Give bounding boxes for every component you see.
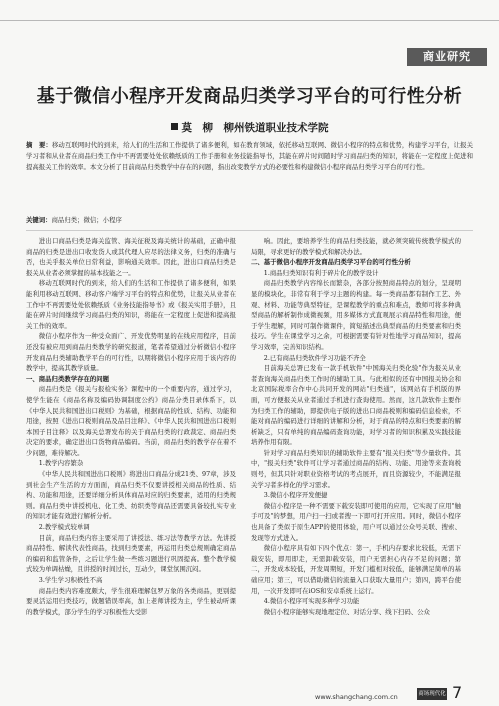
paragraph: 商品归类内容难度颇大，学生很难理解包罗万象的各类商品，更别提要灵活运用归类技巧，做题错误率高，加上老师讲授为主，学生被动听课的教学模式，部分学生的学习积极性大受影 xyxy=(26,586,236,616)
paragraph: 响。因此，要培养学生的商品归类技能，就必须突破传统教学模式的局限，寻求更好的教学模式和解决办法。 xyxy=(251,237,461,256)
paragraph: 目前，商品归类内容主要采用了讲授法、练习法等教学方法。先讲授商品特性、解读代表性商品，找到归类要素，再运用归类总规则确定商品的编码和监管条件，之后让学生做一些练习题进行巩固提高。整个教学模式较为单调枯燥，且讲授的时间过长，互动少，课堂氛围沉闷。 xyxy=(26,533,236,574)
left-column xyxy=(26,236,236,676)
keywords xyxy=(26,215,473,225)
abstract-label: 摘 要： xyxy=(26,141,52,149)
paragraph: 目前海关总署已发布一款手机软件"中国海关归类化验"作为报关从业者查询海关商品归类工作时的辅助工具。与此相似的还有中国报关协会和北京国际税率合作中心共同开发的网站"归类通"，该网站有手机版的界面，可方便报关从业者通过手机进行查询使用。然而，这几款软件主要作为归类工作的辅助，即提供电子版的进出口商品税则和编码信息检索，不能对商品的编码进行详细的讲解和分析，对于商品的特点和归类要素的解析缺乏，只有单纯的商品编码查询功能，对学习者的知识积累及实践技能培养作用有限。 xyxy=(251,364,461,447)
section-tag: 商业研究 xyxy=(407,48,487,66)
section-heading: 二、基于微信小程序开发商品归类学习平台的可行性分析 xyxy=(251,258,411,267)
footer-url: www.shangchang.com.cn xyxy=(315,693,398,701)
abstract-text: 移动互联网时代的到来，给人们的生活和工作提供了诸多便利，如在教育领域，依托移动互联网、微信小程序的特点和优势，构建学习平台，让报关学习者和从业者在商品归类工作中不再需要处处依赖纸质的工作手册和业务技能指导书，其能在碎片时间随时学习商品归类的知识，将能在一定程度上促进和提高报关工作的效率。本文分析了目前商品归类教学中存在的问题，指出改变教学方式的必要性和构建微信小程序商品归类学习平台的可行性。 xyxy=(26,141,474,171)
paragraph: 3.学生学习积极性不高 xyxy=(38,576,103,584)
abstract-divider xyxy=(26,230,473,231)
right-column xyxy=(251,236,461,676)
article-title: 基于微信小程序开发商品归类学习平台的可行性分析 xyxy=(36,86,463,107)
paragraph: 进出口商品归类是海关监管、海关征税及海关统计的基础，正确申报商品的归类是进出口收发货人或其代理人应尽的法律义务，归类的准确与否，也关乎报关单位日常利益，影响通关效率。因此，进出口商品归类是报关从业者必须掌握的基本技能之一。 xyxy=(26,237,236,277)
paragraph: 《中华人民共和国进出口税则》将进出口商品分成21类、97章，涉及到社会生产生活的方方面面，商品归类不仅要讲授相关商品的性质、结构、功能和用途，还要详细分析具体商品对应的归类要素，适用的归类规则。商品归类中讲授机电、化工类、纺织类等商品还需要具备较扎实专业的知识才能有效进行解析分析。 xyxy=(26,470,236,521)
paragraph: 微信小程序是一种不需要下载安装即可使用的应用，它实现了应用"触手可及"的梦想，用户扫一扫或者搜一下即可打开应用。同时，微信小程序也具备了类似于原生APP的使用体验，用户可以通过公众号关联、搜索、发现等方式进入。 xyxy=(251,501,461,542)
paragraph: 商品归类教学内容绵长而繁杂，各部分按照商品特点的划分，呈现明显的模块化，非常有利于学习主题的构建。每一类商品都有制作工艺、外观、材料、功能等典型特征，是课程教学的重点和难点，教师可将多种典型商品的解析制作成微视频，用多媒体方式直观展示商品特性和用途，便于学生理解，同时可制作微课件，简短描述出典型商品的归类要素和归类技巧。学生在课堂学习之余，可根据需要有针对性地学习商品知识，提高学习效率，完善知识结构。 xyxy=(251,279,461,351)
paragraph: 微信小程序作为一种受众面广、开发优势明显的在线应用程序，目前还没有被应用到商品归类教学的研究报道，笔者希望通过分析微信小程序开发商品归类辅助教学平台的可行性，以期将微信小程序应用于该内容的教学中，提高其教学质量。 xyxy=(26,332,236,373)
keywords-label: 关键词： xyxy=(26,216,52,224)
paragraph: 2.已有商品归类软件学习功能不齐全 xyxy=(263,353,366,362)
journal-logo: 商场现代化 xyxy=(417,688,447,700)
paragraph: 3.微信小程序开发便捷 xyxy=(263,491,328,500)
author-name: 莫 柳 柳州铁道职业技术学院 xyxy=(181,122,329,134)
paragraph: 商品归类是《报关与报检实务》课程中的一个重要内容，通过学习，使学生能在《商品名称及编码协调制度公约》商品分类目录体系下，以《中华人民共和国进出口税则》为基础，根据商品的性质、结构、功能和用途，按照《进出口税则商品及品目注释》、《中华人民共和国进出口税则本国子目注释》以及海关总署发布的关于商品归类的行政裁定、商品归类决定的要求，确定进出口货物商品编码。当前，商品归类的教学存在着不少问题，难待解决。 xyxy=(26,385,236,457)
paragraph: 1.教学内容繁杂 xyxy=(38,459,84,468)
paragraph: 2.教学模式较单调 xyxy=(38,523,90,532)
paragraph: 1.商品归类知识有利于碎片化的教学设计 xyxy=(263,268,379,277)
paragraph: 针对学习商品归类知识的辅助软件主要有"报关归类"等少量软件。其中，"报关归类"软件可让学习者通过商品的结构、功能、用途等来查询税则号，但其只针对职业资格考试的考点展开，而且资源较少，不能满足报关学习者多样化的学习需求。 xyxy=(251,448,461,489)
page-number: 7 xyxy=(452,683,463,702)
watermark: ​ xyxy=(10,50,18,64)
keywords-text: 商品归类；微信；小程序 xyxy=(51,216,122,224)
paragraph: 微信小程序具有如下四个优点：第一，手机内存要求比较低，无需下载安装，即用即走，无需卸载安装，用户无需担心内存不足的问题；第二，开发成本较低，开发周期短，开发门槛相对较低，能够满足简单的基础应用；第三，可以借助微信的流量入口获取大量用户；第四，跨平台使用，一次开发即可在iOS和安卓系统上运行。 xyxy=(251,544,461,595)
abstract xyxy=(26,140,473,172)
author-line xyxy=(0,120,499,135)
paragraph: 4.微信小程序可实现多种学习功能 xyxy=(263,597,360,606)
header-rule xyxy=(0,20,499,21)
section-heading: 一、商品归类教学存在的问题 xyxy=(26,374,110,383)
paragraph: 移动互联网时代的到来，给人们的生活和工作提供了诸多便利，如果能利用移动互联网、移动客户端学习平台的特点和优势，让报关从业者在工作中不再需要处处依赖纸质《业务技能指导书》或《报关实用手册》，且能在碎片时间继续学习商品归类的知识，将能在一定程度上促进和提高报关工作的效率。 xyxy=(26,279,236,330)
paragraph: 微信小程序能够实现地理定位、对话分享、线下扫码、公众 xyxy=(263,607,430,616)
square-bullet-icon xyxy=(171,123,178,130)
